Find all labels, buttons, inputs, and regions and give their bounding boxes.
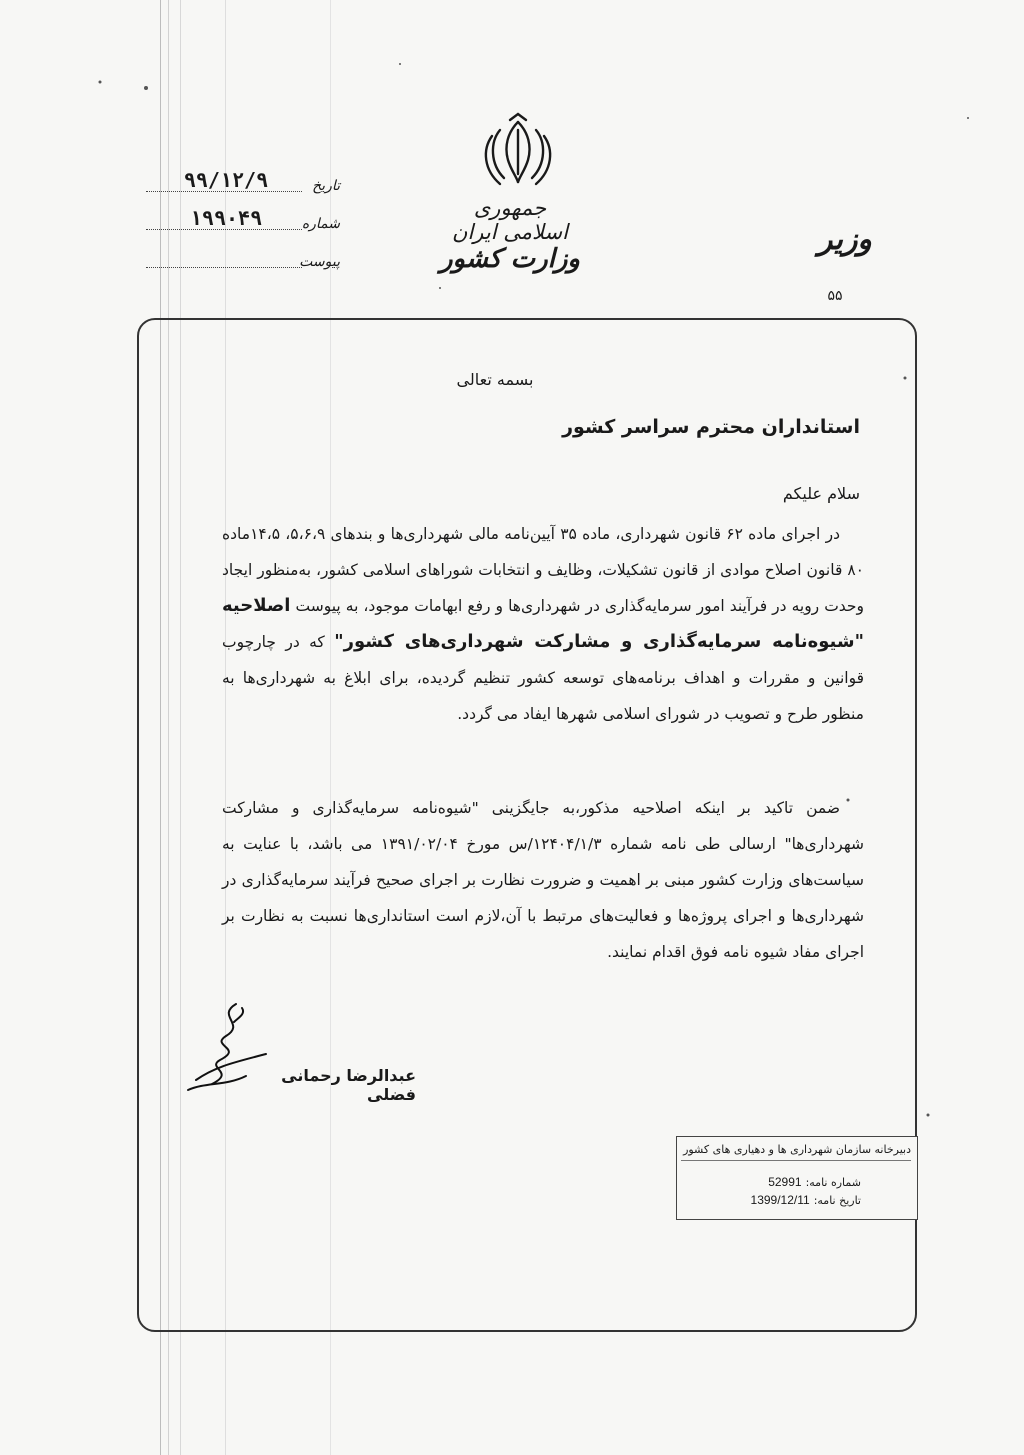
office-number: ۵۵ [827, 288, 843, 304]
ref-date-value: ۹۹/۱۲/۹ [183, 168, 269, 192]
ref-number-label: شماره [301, 216, 340, 232]
ref-date-label: تاریخ [312, 178, 340, 194]
paragraph-1-text-b: که در چارچوب قوانین و مقررات و اهداف برنامه‌های توسعه کشور تنظیم گردیده، برای ابلاغ به شهرداری‌ها به منظور طرح و تصویب در شورای اسلامی شهرها ایفاد می گردد. [222, 633, 864, 723]
paragraph-1-text-a: در اجرای ماده ۶۲ قانون شهرداری، ماده ۳۵ آیین‌نامه مالی شهرداری‌ها و بندهای ۵،۶،۹، ۱۴،۵ماده ۸۰ قانون اصلاح موادی از قانون تشکیلات، وظایف و انتخابات شوراهای اسلامی کشور، به‌منظور ایجاد وحدت رویه در فرآیند امور سرمایه‌گذاری در شهرداری‌ها و رفع ابهامات موجود، به پیوست [222, 525, 864, 615]
ref-number-value: ۱۹۹۰۴۹ [189, 206, 263, 230]
stamp-number-label: شماره نامه: [805, 1176, 861, 1189]
stamp-date-value: 1399/12/11 [750, 1193, 810, 1207]
basmala: بسمه تعالی [456, 370, 534, 389]
office-title: وزیر [818, 222, 872, 257]
ministry-title: وزارت کشور [440, 244, 580, 274]
stamp-number-value: 52991 [768, 1175, 802, 1189]
paragraph-2-text: ضمن تاکید بر اینکه اصلاحیه مذکور،به جایگزینی "شیوه‌نامه سرمایه‌گذاری و مشارکت شهرداری‌ها" ارسالی طی نامه شماره ۱۲۴۰۴/۱/۳/س مورخ ۱۳۹۱/۰۲/۰۴ می باشد، با عنایت به سیاست‌های وزارت کشور مبنی بر اهمیت و ضرورت نظارت بر اجرای صحیح فرآیند سرمایه‌گذاری در شهرداری‌ها و اجرای پروژه‌ها و فعالیت‌های مرتبط با آن،لازم است استانداری‌ها نسبت به نظارت بر اجرای مفاد شیوه نامه فوق اقدام نمایند. [222, 799, 864, 961]
signer-name: عبدالرضا رحمانی فضلی [281, 1066, 416, 1104]
greeting: سلام علیکم [782, 484, 860, 503]
stamp-organization: دبیرخانه سازمان شهرداری ها و دهیاری های کشور [681, 1143, 911, 1161]
stamp-date-label: تاریخ نامه: [813, 1194, 861, 1207]
ref-attachment-label: پیوست [299, 254, 340, 270]
paragraph-1-emphasis: اصلاحیه "شیوه‌نامه سرمایه‌گذاری و مشارکت شهرداری‌های کشور" [222, 595, 864, 652]
recipients-heading: استانداران محترم سراسر کشور [562, 416, 860, 438]
republic-title: جمهوری اسلامی ایران [452, 196, 568, 244]
